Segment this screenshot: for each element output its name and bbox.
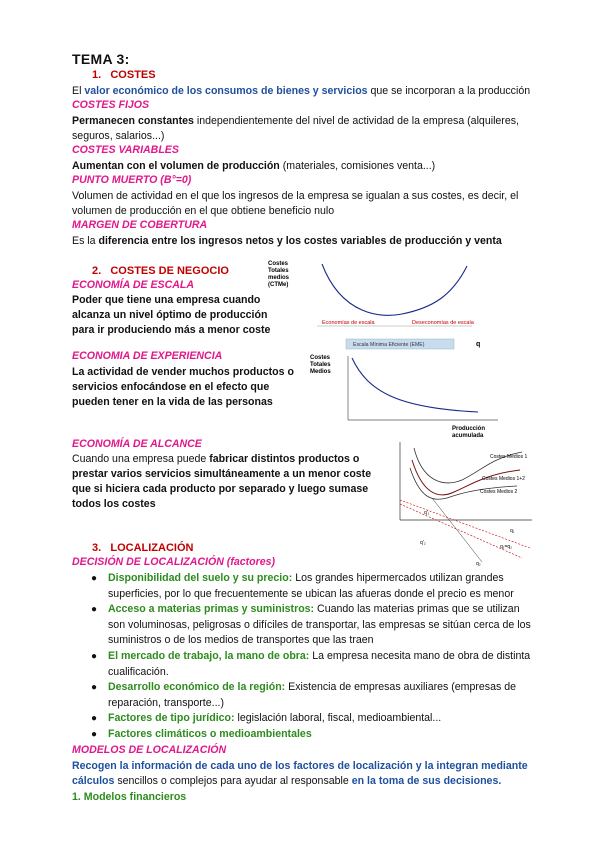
section-1-number: 1. bbox=[92, 69, 102, 81]
decision-localizacion-heading: DECISIÓN DE LOCALIZACIÓN (factores) bbox=[72, 556, 276, 568]
chart1-cost-curve bbox=[322, 264, 467, 315]
text: El bbox=[72, 85, 85, 97]
costes-intro bbox=[72, 84, 530, 100]
punto-muerto-heading: PUNTO MUERTO (B°=0) bbox=[72, 174, 192, 186]
chart3-qc-label: q₂ bbox=[476, 561, 481, 567]
factor-text: son voluminosas, peligrosas o difíciles de transportar, las empresas se sitúan cerca de los bbox=[108, 618, 531, 631]
economia-escala-diagram bbox=[262, 256, 502, 356]
factor-text: legislación laboral, fiscal, medioambiental... bbox=[234, 712, 442, 725]
bold-text: diferencia entre los ingresos netos y los costes variables de producción y venta bbox=[98, 235, 502, 247]
costes-variables-heading: COSTES VARIABLES bbox=[72, 144, 179, 156]
punto-muerto-text-2: volumen de producción en el que obtiene beneficio nulo bbox=[72, 205, 335, 217]
bullet-icon: ● bbox=[91, 650, 98, 662]
section-2-heading bbox=[92, 265, 229, 277]
text: (materiales, comisiones venta...) bbox=[279, 160, 436, 172]
text: que se incorporan a la producción bbox=[367, 85, 531, 97]
chart2-ylabel-2: Totales bbox=[310, 362, 331, 368]
bullet-icon: ● bbox=[91, 573, 98, 584]
chart1-ylabel-1: Costes bbox=[268, 261, 289, 267]
factor-title: Acceso a materias primas y suministros: bbox=[108, 603, 315, 616]
factor-text: La empresa necesita mano de obra de distinta bbox=[309, 649, 531, 662]
section-3-number: 3. bbox=[92, 542, 102, 554]
economia-experiencia-heading: ECONOMIA DE EXPERIENCIA bbox=[72, 350, 223, 362]
section-1-heading bbox=[92, 69, 156, 81]
chart3-qa-label: q₁ bbox=[510, 528, 515, 534]
factor-item bbox=[91, 727, 578, 743]
economia-alcance-line-3: que si hiciera cada producto por separado y luego sumase bbox=[72, 483, 369, 495]
factor-text: Existencia de empresas auxiliares (empresas de bbox=[285, 681, 517, 694]
factor-title: Factores de tipo jurídico: bbox=[108, 712, 235, 725]
economia-escala-line-2: alcanza un nivel óptimo de producción bbox=[72, 309, 268, 321]
economia-escala-line-3: para ir produciendo más a menor coste bbox=[72, 324, 271, 336]
section-3-heading bbox=[92, 542, 193, 554]
costes-fijos-heading: COSTES FIJOS bbox=[72, 99, 150, 111]
economia-experiencia-line-2: servicios enfocándose en el efecto que bbox=[72, 381, 270, 393]
chart3-qb-label: q₁=q₂ bbox=[500, 544, 513, 550]
factor-title: Disponibilidad del suelo y su precio: bbox=[108, 572, 293, 584]
economia-alcance-line-1 bbox=[72, 452, 359, 468]
chart1-ylabel-4: (CTMe) bbox=[268, 282, 289, 288]
highlight: cálculos bbox=[72, 775, 115, 787]
bold-text: fabricar distintos productos o bbox=[209, 453, 360, 465]
modelos-text-2 bbox=[72, 774, 501, 790]
chart3-label-1: Costes Medios 1 bbox=[490, 454, 528, 460]
text: sencillos o complejos para ayudar al responsable bbox=[114, 775, 352, 787]
chart1-deseco-label: Deseconomías de escala bbox=[412, 320, 474, 326]
bullet-icon: ● bbox=[91, 728, 98, 740]
factor-text: reparación, transporte...) bbox=[108, 696, 224, 709]
factor-text: cualificación. bbox=[108, 665, 169, 678]
factor-item bbox=[91, 571, 578, 602]
chart3-q1-label: q'₁ bbox=[424, 510, 430, 516]
factores-list bbox=[91, 571, 578, 743]
bullet-icon: ● bbox=[91, 604, 98, 616]
section-3-title: LOCALIZACIÓN bbox=[110, 542, 194, 554]
bold-text: Aumentan con el volumen de producción bbox=[72, 160, 280, 172]
economia-experiencia-line-1: La actividad de vender muchos productos o bbox=[72, 366, 294, 378]
costes-fijos-text-2: seguros, salarios...) bbox=[72, 130, 165, 142]
factor-title: El mercado de trabajo, la mano de obra: bbox=[108, 649, 310, 662]
economia-alcance-heading: ECONOMÍA DE ALCANCE bbox=[72, 438, 202, 450]
economia-escala-heading: ECONOMÍA DE ESCALA bbox=[72, 279, 195, 291]
chart3-label-1-2: Costes Medios 1+2 bbox=[482, 476, 525, 482]
economia-escala-line-1: Poder que tiene una empresa cuando bbox=[72, 294, 261, 306]
economia-alcance-line-4: todos los costes bbox=[72, 498, 156, 510]
factor-text: Cuando las materias primas que se utilizan bbox=[314, 603, 520, 616]
factor-item bbox=[91, 680, 578, 711]
section-1-title: COSTES bbox=[110, 69, 156, 81]
factor-title: Desarrollo económico de la región: bbox=[108, 681, 286, 694]
factor-text: Los grandes hipermercados utilizan grandes bbox=[292, 572, 504, 584]
costes-fijos-text bbox=[72, 114, 519, 130]
factor-title: Factores climáticos o medioambientales bbox=[108, 727, 312, 740]
punto-muerto-text: Volumen de actividad en el que los ingresos de la empresa se igualan a sus costes, es decir, el bbox=[72, 190, 519, 202]
chart3-line-3 bbox=[432, 498, 482, 562]
costes-variables-text bbox=[72, 159, 435, 175]
page-title: TEMA 3: bbox=[72, 51, 130, 67]
economia-alcance-line-2: prestar varios servicios simultáneamente a un menor coste bbox=[72, 468, 372, 480]
modelos-financieros: 1. Modelos financieros bbox=[72, 791, 187, 803]
chart3-label-2: Costes Medios 2 bbox=[480, 489, 518, 495]
highlight: valor económico de los consumos de bienes y servicios bbox=[84, 85, 368, 97]
chart2-experience-curve bbox=[352, 358, 478, 412]
economia-alcance-diagram bbox=[392, 440, 542, 568]
factor-text: suministros o de los medios de transportes que las traen bbox=[108, 634, 374, 647]
chart1-ylabel-3: medios bbox=[268, 275, 290, 281]
factor-item bbox=[91, 649, 578, 680]
factor-item bbox=[91, 711, 578, 727]
chart1-q-label: q bbox=[476, 341, 481, 348]
chart2-xlabel-2: acumulada bbox=[452, 433, 484, 438]
modelos-localizacion-heading: MODELOS DE LOCALIZACIÓN bbox=[72, 744, 227, 756]
section-2-number: 2. bbox=[92, 265, 102, 277]
bullet-icon: ● bbox=[91, 682, 98, 694]
factor-text: superficies, por lo que frecuentemente se ubican las afueras donde el precio es menor bbox=[108, 587, 514, 600]
margen-cobertura-heading: MARGEN DE COBERTURA bbox=[72, 219, 208, 231]
text: independientemente del nivel de actividad de la empresa (alquileres, bbox=[193, 115, 519, 127]
chart1-eme-label: Escala Mínima Eficiente (EME) bbox=[353, 342, 425, 348]
chart3-q2-label: q'₂ bbox=[420, 540, 426, 546]
economia-experiencia-diagram bbox=[308, 352, 500, 438]
chart2-ylabel-3: Medios bbox=[310, 369, 331, 375]
text: Cuando una empresa puede bbox=[72, 453, 210, 465]
factor-item bbox=[91, 602, 578, 649]
chart1-econ-label: Economías de escala bbox=[322, 320, 375, 326]
section-2-title: COSTES DE NEGOCIO bbox=[110, 265, 229, 277]
bullet-icon: ● bbox=[91, 713, 98, 725]
chart2-ylabel-1: Costes bbox=[310, 355, 331, 361]
chart2-xlabel-1: Producción bbox=[452, 426, 486, 432]
highlight: en la toma de sus decisiones. bbox=[351, 775, 502, 787]
text: Es la bbox=[72, 235, 99, 247]
bold-text: Permanecen constantes bbox=[72, 115, 194, 127]
economia-experiencia-line-3: pueden tener en la vida de las personas bbox=[72, 396, 273, 408]
modelos-text-1: Recogen la información de cada uno de los factores de localización y la integran mediante bbox=[72, 760, 528, 772]
margen-cobertura-text bbox=[72, 234, 502, 250]
chart1-ylabel-2: Totales bbox=[268, 268, 289, 274]
